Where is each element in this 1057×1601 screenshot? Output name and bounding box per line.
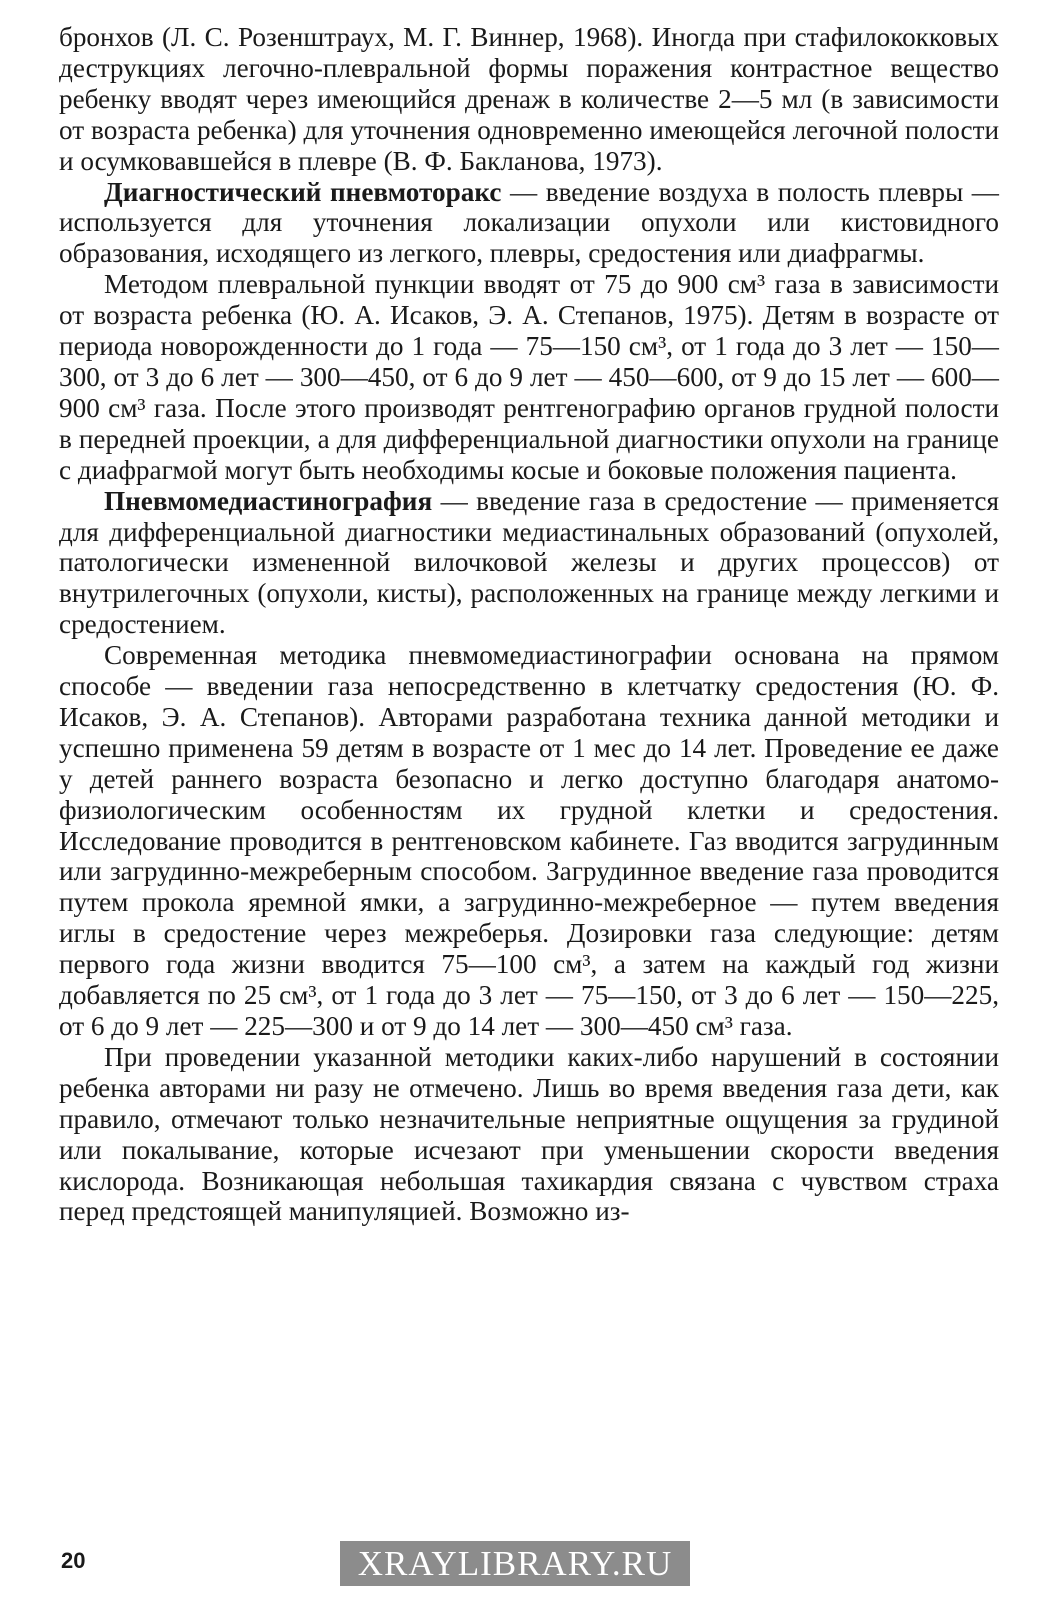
paragraph-6 bbox=[59, 1042, 999, 1227]
paragraph-1 bbox=[59, 22, 999, 177]
paragraph-3 bbox=[59, 269, 999, 485]
page-body bbox=[59, 22, 999, 1227]
page-number: 20 bbox=[61, 1548, 86, 1573]
paragraph-2-term: Диагностический пневмоторакс bbox=[104, 176, 502, 207]
paragraph-4 bbox=[59, 486, 999, 641]
paragraph-3-text: Методом плевральной пункции вводят от 75 до 900 см³ газа в зависимости от возраста ребенка (Ю. А. Исаков, Э. А. Степанов, 1975). Детям в возрасте от периода новорожденности до 1 года — 75—150 см³, от 1 года до 3 лет — 150—300, от 3 до 6 лет — 300—450, от 6 до 9 лет — 450—600, от 9 до 15 лет — 600—900 см³ газа. После этого производят рентгенографию органов грудной полости в передней проекции, а для дифференциальной диагностики опухоли на границе с диафрагмой могут быть необходимы косые и боковые положения пациента. bbox=[59, 269, 999, 485]
paragraph-2 bbox=[59, 177, 999, 270]
paragraph-4-term: Пневмомедиастинография bbox=[104, 485, 433, 516]
watermark: XRAYLIBRARY.RU bbox=[340, 1541, 690, 1586]
paragraph-2-text: — введение воздуха в полость плевры — используется для уточнения локализации опухоли или кистовидного образования, исходящего из легкого, плевры, средостения или диафрагмы. bbox=[59, 176, 999, 269]
paragraph-1-text: бронхов (Л. С. Розенштраух, М. Г. Виннер, 1968). Иногда при стафилококковых деструкциях легочно-плевральной формы поражения контрастное вещество ребенку вводят через имеющийся дренаж в количестве 2—5 мл (в зависимости от возраста ребенка) для уточнения одновременно имеющейся легочной полости и осумковавшейся в плевре (В. Ф. Бакланова, 1973). bbox=[59, 22, 999, 176]
paragraph-5-text: Современная методика пневмомедиастинографии основана на прямом способе — введении газа непосредственно в клетчатку средостения (Ю. Ф. Исаков, Э. А. Степанов). Авторами разработана техника данной методики и успешно применена 59 детям в возрасте от 1 мес до 14 лет. Проведение ее даже у детей раннего возраста безопасно и легко доступно благодаря анатомо-физиологическим особенностям их грудной клетки и средостения. Исследование проводится в рентгеновском кабинете. Газ вводится загрудинным или загрудинно-межреберным способом. Загрудинное введение газа проводится путем прокола яремной ямки, а загрудинно-межреберное — путем введения иглы в средостение через межреберья. Дозировки газа следующие: детям первого года жизни вводится 75—100 см³, а затем на каждый год жизни добавляется по 25 см³, от 1 года до 3 лет — 75—150, от 3 до 6 лет — 150—225, от 6 до 9 лет — 225—300 и от 9 до 14 лет — 300—450 см³ газа. bbox=[59, 640, 999, 1041]
paragraph-5 bbox=[59, 640, 999, 1042]
paragraph-4-text: — введение газа в средостение — применяется для дифференциальной диагностики медиастинальных образований (опухолей, патологически измененной вилочковой железы и других процессов) от внутрилегочных (опухоли, кисты), расположенных на границе между легкими и средостением. bbox=[59, 485, 999, 640]
paragraph-6-text: При проведении указанной методики каких-либо нарушений в состоянии ребенка авторами ни разу не отмечено. Лишь во время введения газа дети, как правило, отмечают только незначительные неприятные ощущения за грудиной или покалывание, которые исчезают при уменьшении скорости введения кислорода. Возникающая небольшая тахикардия связана с чувством страха перед предстоящей манипуляцией. Возможно из- bbox=[59, 1041, 999, 1227]
